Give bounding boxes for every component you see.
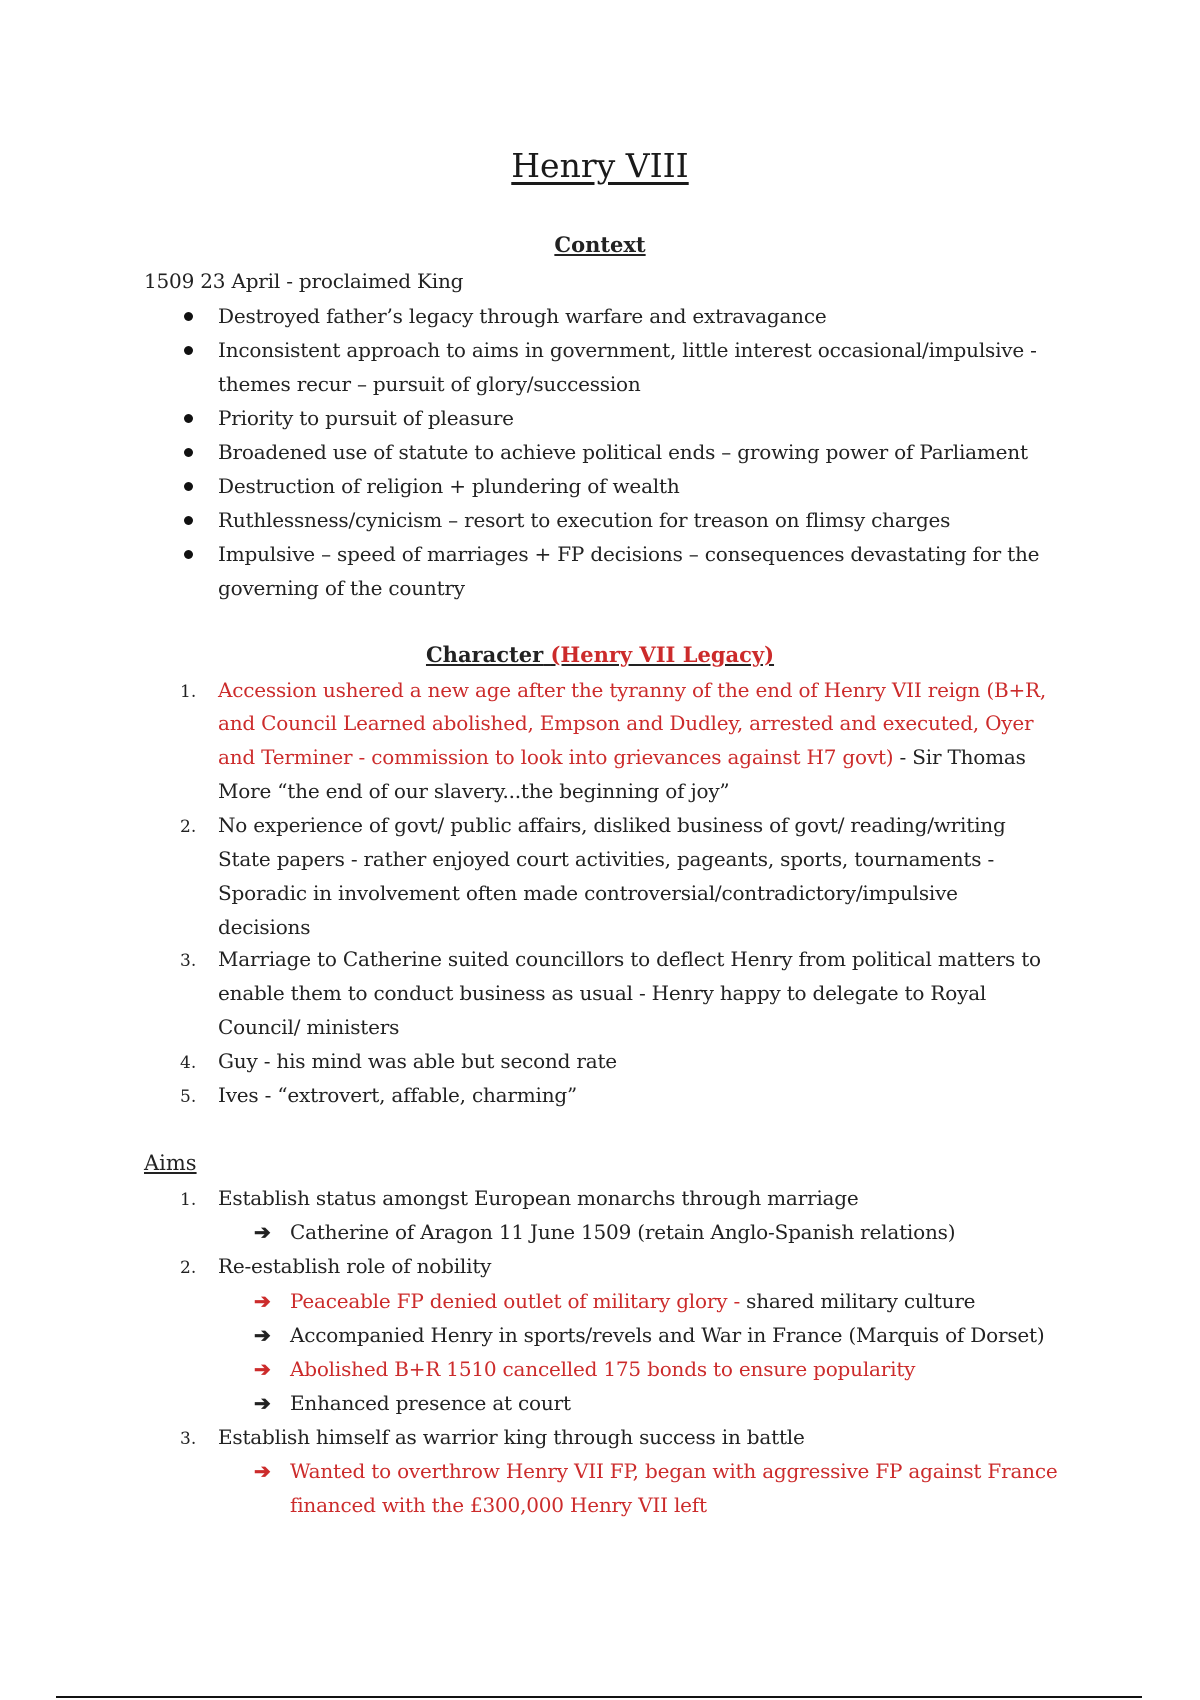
character-heading xyxy=(0,642,1200,667)
list-number: 1. xyxy=(180,1190,197,1210)
list-number: 3. xyxy=(180,1429,197,1449)
arrow-right-icon: ➔ xyxy=(254,1323,271,1347)
bullet-icon xyxy=(184,346,193,355)
list-number: 1. xyxy=(180,682,197,702)
character-item-2-line4: decisions xyxy=(218,915,311,939)
aims-sub-accompanied: Accompanied Henry in sports/revels and War in France (Marquis of Dorset) xyxy=(290,1323,1045,1347)
character-heading-text: Character xyxy=(425,642,544,667)
character-item-1-line2: and Council Learned abolished, Empson and Dudley, arrested and executed, Oyer xyxy=(218,711,1034,735)
character-item-5: Ives - “extrovert, affable, charming” xyxy=(218,1083,578,1107)
arrow-right-icon: ➔ xyxy=(254,1391,271,1415)
bullet-icon xyxy=(184,482,193,491)
character-item-2-line2: State papers - rather enjoyed court activities, pageants, sports, tournaments - xyxy=(218,847,995,871)
page-title: Henry VIII xyxy=(511,146,689,185)
context-bullet-1: Destroyed father’s legacy through warfare and extravagance xyxy=(218,304,827,328)
bullet-icon xyxy=(184,516,193,525)
arrow-right-icon: ➔ xyxy=(254,1459,271,1483)
character-item-1-line4: More “the end of our slavery...the beginning of joy” xyxy=(218,779,730,803)
bullet-icon xyxy=(184,312,193,321)
bottom-divider xyxy=(56,1696,1142,1698)
character-item-3-line2: enable them to conduct business as usual - Henry happy to delegate to Royal xyxy=(218,981,987,1005)
bullet-icon xyxy=(184,448,193,457)
character-item-1-line1: Accession ushered a new age after the tyranny of the end of Henry VII reign (B+R, xyxy=(218,678,1047,702)
character-heading-legacy: (Henry VII Legacy) xyxy=(550,642,775,667)
list-number: 5. xyxy=(180,1087,197,1107)
character-item-2-line3: Sporadic in involvement often made controversial/contradictory/impulsive xyxy=(218,881,958,905)
context-bullet-6: Ruthlessness/cynicism – resort to execution for treason on flimsy charges xyxy=(218,508,951,532)
arrow-right-icon: ➔ xyxy=(254,1357,271,1381)
arrow-right-icon: ➔ xyxy=(254,1289,271,1313)
context-bullet-2-cont: themes recur – pursuit of glory/succession xyxy=(218,372,641,396)
aims-sub-overthrow-cont: financed with the £300,000 Henry VII left xyxy=(290,1493,707,1517)
character-item-2-line1: No experience of govt/ public affairs, disliked business of govt/ reading/writing xyxy=(218,813,1006,837)
aims-sub-peaceable-black: shared military culture xyxy=(740,1289,976,1313)
context-bullet-5: Destruction of religion + plundering of wealth xyxy=(218,474,680,498)
bullet-icon xyxy=(184,550,193,559)
context-intro: 1509 23 April - proclaimed King xyxy=(144,269,464,293)
aims-item-2: Re-establish role of nobility xyxy=(218,1254,492,1278)
list-number: 2. xyxy=(180,817,197,837)
context-bullet-3: Priority to pursuit of pleasure xyxy=(218,406,514,430)
context-bullet-7-cont: governing of the country xyxy=(218,576,465,600)
list-number: 4. xyxy=(180,1053,197,1073)
aims-sub-catherine: Catherine of Aragon 11 June 1509 (retain Anglo-Spanish relations) xyxy=(290,1220,956,1244)
aims-sub-abolished: Abolished B+R 1510 cancelled 175 bonds to ensure popularity xyxy=(290,1357,916,1381)
aims-heading: Aims xyxy=(144,1151,197,1175)
aims-sub-peaceable-red: Peaceable FP denied outlet of military glory - xyxy=(290,1289,741,1313)
list-number: 3. xyxy=(180,951,197,971)
character-item-3-line1: Marriage to Catherine suited councillors to deflect Henry from political matters to xyxy=(218,947,1041,971)
context-heading: Context xyxy=(554,232,646,257)
character-item-3-line3: Council/ ministers xyxy=(218,1015,400,1039)
character-item-1-line3 xyxy=(218,740,1026,774)
character-item-4: Guy - his mind was able but second rate xyxy=(218,1049,617,1073)
aims-item-1: Establish status amongst European monarchs through marriage xyxy=(218,1186,859,1210)
aims-sub-enhanced: Enhanced presence at court xyxy=(290,1391,571,1415)
character-item-1-line3-black: - Sir Thomas xyxy=(893,745,1026,769)
aims-sub-overthrow: Wanted to overthrow Henry VII FP, began with aggressive FP against France xyxy=(290,1459,1058,1483)
context-bullet-7: Impulsive – speed of marriages + FP decisions – consequences devastating for the xyxy=(218,542,1040,566)
character-item-1-line3-red: and Terminer - commission to look into grievances against H7 govt) xyxy=(218,745,894,769)
aims-item-3: Establish himself as warrior king through success in battle xyxy=(218,1425,805,1449)
context-bullet-4: Broadened use of statute to achieve political ends – growing power of Parliament xyxy=(218,440,1028,464)
list-number: 2. xyxy=(180,1258,197,1278)
bullet-icon xyxy=(184,414,193,423)
context-bullet-2: Inconsistent approach to aims in government, little interest occasional/impulsive - xyxy=(218,338,1037,362)
arrow-right-icon: ➔ xyxy=(254,1220,271,1244)
aims-sub-peaceable xyxy=(290,1284,975,1318)
